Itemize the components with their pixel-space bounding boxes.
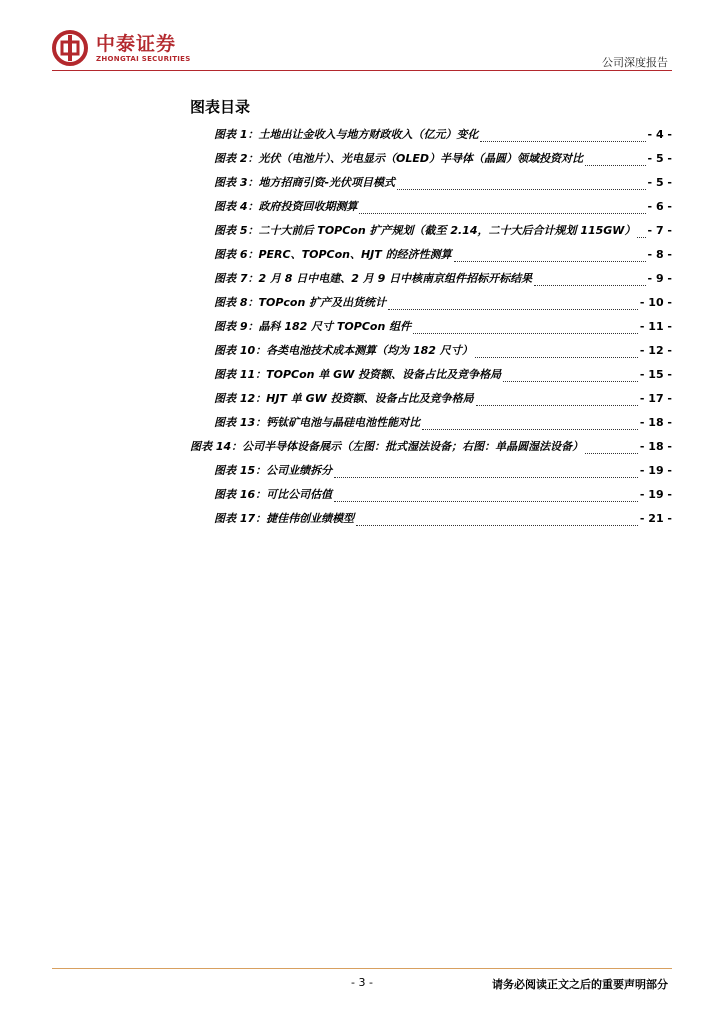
toc-leader-dots (356, 513, 638, 526)
toc-item-label: 图表 10：各类电池技术成本测算（均为 182 尺寸） (214, 344, 473, 357)
page-header (0, 0, 724, 80)
toc-item[interactable] (214, 366, 672, 384)
toc-item-label: 图表 17：捷佳伟创业绩模型 (214, 512, 355, 525)
toc-item[interactable] (214, 390, 672, 408)
toc-item-page: - 6 - (647, 200, 672, 213)
toc-leader-dots (637, 225, 645, 238)
toc-item-label: 图表 15：公司业绩拆分 (214, 464, 333, 477)
toc-item-page: - 10 - (639, 296, 672, 309)
toc-item-label: 图表 2：光伏（电池片）、光电显示（OLED）半导体（晶圆）领域投资对比 (214, 152, 583, 165)
toc-item[interactable] (214, 222, 672, 240)
toc-item[interactable] (214, 342, 672, 360)
logo-english-text: ZHONGTAI SECURITIES (96, 54, 191, 63)
toc-item[interactable] (190, 438, 672, 456)
toc-item[interactable] (214, 246, 672, 264)
toc-item-page: - 21 - (639, 512, 672, 525)
toc-item-label: 图表 8：TOPcon 扩产及出货统计 (214, 296, 387, 309)
toc-item[interactable] (214, 150, 672, 168)
toc-item[interactable] (214, 198, 672, 216)
toc-item[interactable] (214, 510, 672, 528)
toc-item-page: - 8 - (647, 248, 672, 261)
toc-leader-dots (413, 321, 638, 334)
toc-item-label: 图表 3：地方招商引资-光伏项目模式 (214, 176, 396, 189)
toc-item-page: - 15 - (639, 368, 672, 381)
toc-item-page: - 4 - (647, 128, 672, 141)
toc-item-label: 图表 13：钙钛矿电池与晶硅电池性能对比 (214, 416, 421, 429)
header-divider (52, 70, 672, 71)
toc-item[interactable] (214, 126, 672, 144)
company-logo (52, 30, 191, 66)
toc-leader-dots (534, 273, 645, 286)
toc-item[interactable] (214, 318, 672, 336)
toc-item-page: - 18 - (639, 440, 672, 453)
logo-chinese-text: 中泰证券 (96, 32, 177, 55)
toc-item-label: 图表 7：2 月 8 日中电建、2 月 9 日中核南京组件招标开标结果 (214, 272, 533, 285)
toc-item-label: 图表 1：土地出让金收入与地方财政收入（亿元）变化 (214, 128, 479, 141)
toc-item-label: 图表 16：可比公司估值 (214, 488, 333, 501)
toc-item-page: - 11 - (639, 320, 672, 333)
toc-leader-dots (585, 441, 638, 454)
toc-item[interactable] (214, 174, 672, 192)
toc-item-page: - 18 - (639, 416, 672, 429)
toc-leader-dots (585, 153, 646, 166)
toc-leader-dots (359, 201, 645, 214)
toc-item-label: 图表 6：PERC、TOPCon、HJT 的经济性测算 (214, 248, 452, 261)
toc-leader-dots (454, 249, 646, 262)
toc-item[interactable] (214, 462, 672, 480)
toc-leader-dots (503, 369, 638, 382)
toc-leader-dots (334, 465, 638, 478)
footer-disclaimer: 请务必阅读正文之后的重要声明部分 (492, 978, 668, 991)
toc-item-page: - 17 - (639, 392, 672, 405)
toc-item-page: - 12 - (639, 344, 672, 357)
toc-item[interactable] (214, 486, 672, 504)
toc-item-page: - 9 - (647, 272, 672, 285)
toc-item[interactable] (214, 270, 672, 288)
toc-leader-dots (476, 393, 638, 406)
toc-item-page: - 7 - (647, 224, 672, 237)
toc-item-page: - 19 - (639, 488, 672, 501)
page-number: - 3 - (351, 976, 373, 989)
footer-divider (52, 968, 672, 969)
toc-title: 图表目录 (190, 98, 251, 116)
toc-leader-dots (388, 297, 638, 310)
toc-leader-dots (422, 417, 638, 430)
toc-item-label: 图表 4：政府投资回收期测算 (214, 200, 358, 213)
toc-item-label: 图表 11：TOPCon 单 GW 投资额、设备占比及竞争格局 (214, 368, 502, 381)
toc-item[interactable] (214, 414, 672, 432)
document-type: 公司深度报告 (602, 56, 668, 69)
toc-item-page: - 19 - (639, 464, 672, 477)
toc-leader-dots (480, 129, 645, 142)
zhongtai-logo-icon (52, 30, 88, 66)
toc-leader-dots (334, 489, 638, 502)
toc-item-label: 图表 12：HJT 单 GW 投资额、设备占比及竞争格局 (214, 392, 474, 405)
toc-item-page: - 5 - (647, 152, 672, 165)
toc-leader-dots (397, 177, 645, 190)
toc-item-page: - 5 - (647, 176, 672, 189)
toc-item-label: 图表 14：公司半导体设备展示（左图：批式湿法设备；右图：单晶圆湿法设备） (190, 440, 584, 453)
toc-item[interactable] (214, 294, 672, 312)
toc-leader-dots (475, 345, 638, 358)
toc-item-label: 图表 9：晶科 182 尺寸 TOPCon 组件 (214, 320, 412, 333)
toc-item-label: 图表 5：二十大前后 TOPCon 扩产规划（截至 2.14，二十大后合计规划 115GW） (214, 224, 636, 237)
